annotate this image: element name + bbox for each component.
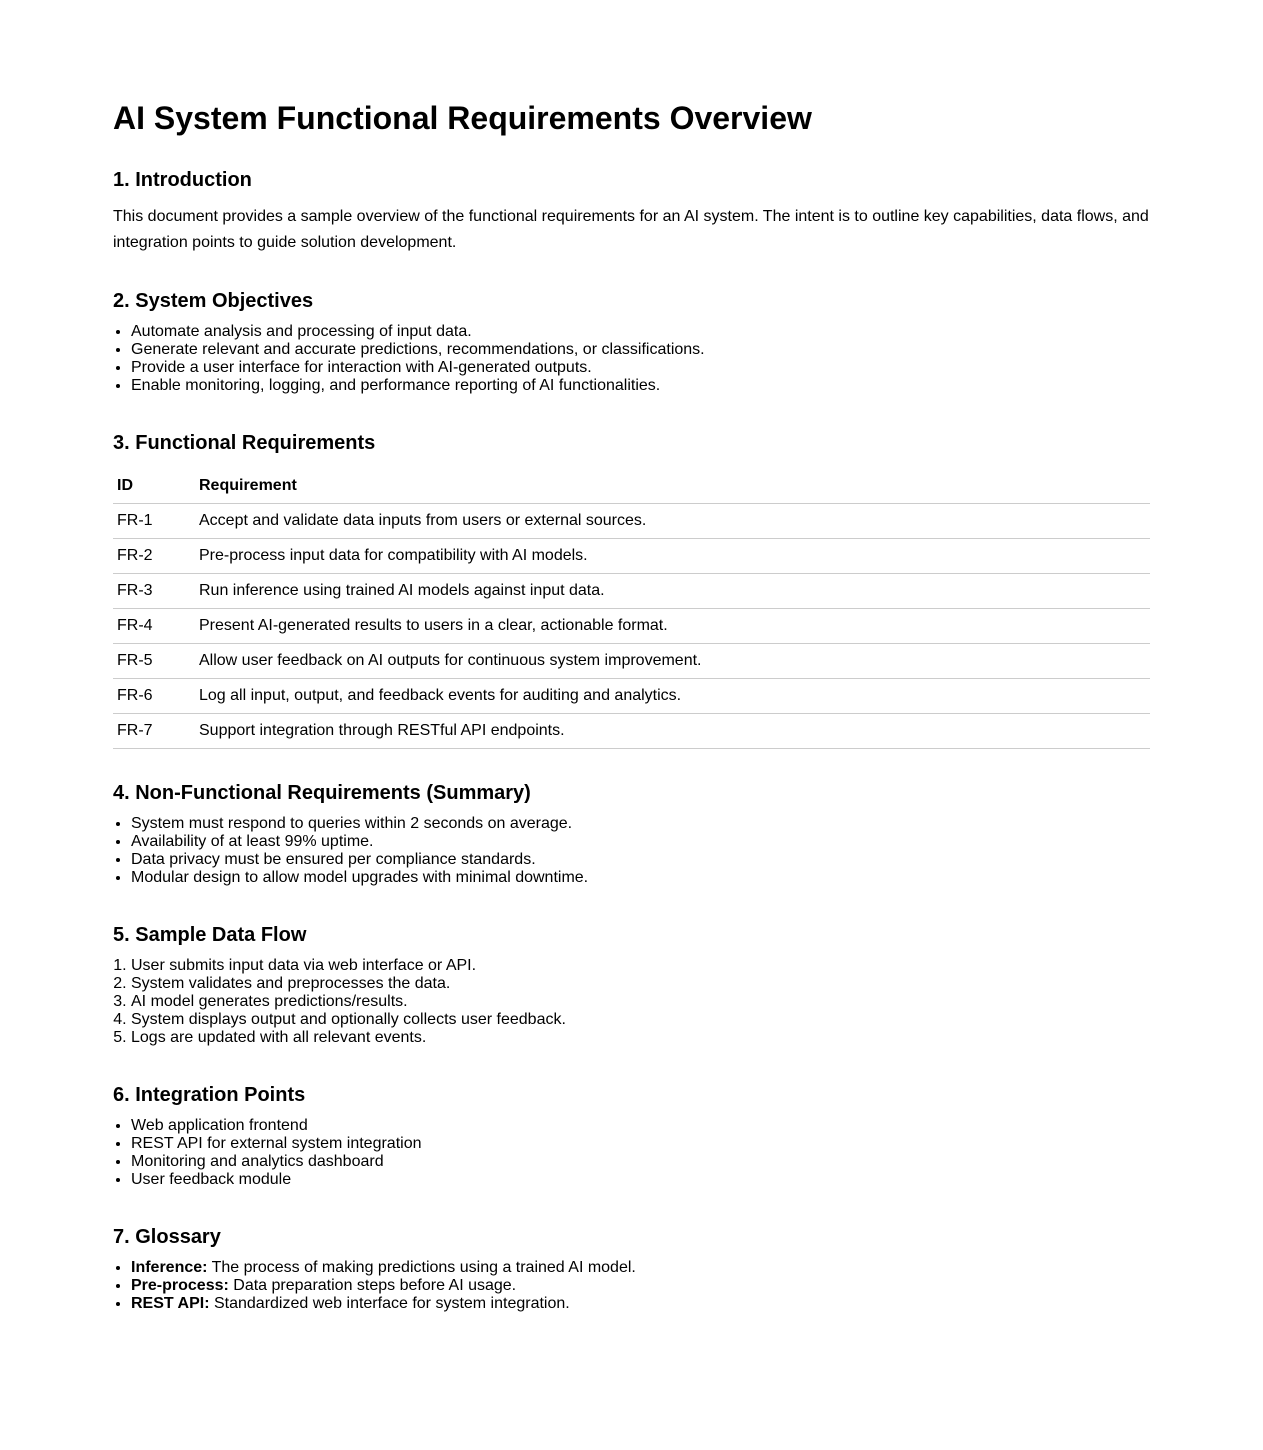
list-item: • Generate relevant and accurate predictions, recommendations, or classifications. [131,341,1150,359]
section-introduction [113,168,1150,256]
integration-list [113,1117,1150,1189]
list-item: 4. System displays output and optionally collects user feedback. [131,1011,1150,1029]
list-item: • REST API for external system integration [131,1135,1150,1153]
section-functional-requirements [113,431,1150,749]
section-heading: 3. Functional Requirements [113,432,376,454]
requirements-table [113,469,1150,749]
req-text: Accept and validate data inputs from users or external sources. [195,504,1150,539]
glossary-term: REST API: [131,1295,210,1312]
table-row [113,644,1150,679]
column-header-id: ID [113,469,195,504]
glossary-term: Pre-process: [131,1277,229,1294]
req-text: Run inference using trained AI models against input data. [195,574,1150,609]
section-heading: 5. Sample Data Flow [113,924,307,946]
req-text: Log all input, output, and feedback events for auditing and analytics. [195,679,1150,714]
glossary-list [113,1259,1150,1313]
list-item: • Web application frontend [131,1117,1150,1135]
list-item: • Automate analysis and processing of input data. [131,323,1150,341]
section-glossary [113,1225,1150,1313]
column-header-requirement: Requirement [195,469,1150,504]
section-data-flow [113,923,1150,1047]
section-heading: 6. Integration Points [113,1084,306,1106]
list-item: • Modular design to allow model upgrades with minimal downtime. [131,869,1150,887]
list-item: • Availability of at least 99% uptime. [131,833,1150,851]
table-row [113,609,1150,644]
req-text: Support integration through RESTful API endpoints. [195,714,1150,749]
section-nonfunctional [113,781,1150,887]
table-row [113,504,1150,539]
section-heading: 4. Non-Functional Requirements (Summary) [113,782,531,804]
objectives-list [113,323,1150,395]
req-text: Present AI-generated results to users in a clear, actionable format. [195,609,1150,644]
section-heading: 1. Introduction [113,169,252,191]
glossary-definition: The process of making predictions using a trained AI model. [207,1259,636,1276]
req-text: Allow user feedback on AI outputs for continuous system improvement. [195,644,1150,679]
glossary-definition: Standardized web interface for system integration. [209,1295,570,1312]
list-item: • System must respond to queries within 2 seconds on average. [131,815,1150,833]
list-item: 5. Logs are updated with all relevant events. [131,1029,1150,1047]
req-id: FR-3 [113,574,195,609]
glossary-item [131,1259,1150,1277]
req-id: FR-6 [113,679,195,714]
table-row [113,574,1150,609]
list-item: 2. System validates and preprocesses the data. [131,975,1150,993]
glossary-term: Inference: [131,1259,208,1276]
section-objectives [113,289,1150,395]
req-id: FR-2 [113,539,195,574]
list-item: • Monitoring and analytics dashboard [131,1153,1150,1171]
section-heading: 2. System Objectives [113,290,314,312]
table-row [113,539,1150,574]
list-item: 3. AI model generates predictions/results. [131,993,1150,1011]
req-id: FR-5 [113,644,195,679]
req-id: FR-4 [113,609,195,644]
section-integration-points [113,1083,1150,1189]
nonfunctional-list [113,815,1150,887]
table-header-row [113,469,1150,504]
glossary-item [131,1277,1150,1295]
page-title: AI System Functional Requirements Overview [113,100,812,136]
intro-paragraph: This document provides a sample overview of the functional requirements for an AI system. The intent is to outline key capabilities, data flows, and integration points to guide solution development. [113,208,1149,251]
table-row [113,679,1150,714]
section-heading: 7. Glossary [113,1226,221,1248]
list-item: • Data privacy must be ensured per compliance standards. [131,851,1150,869]
req-text: Pre-process input data for compatibility with AI models. [195,539,1150,574]
list-item: • Enable monitoring, logging, and performance reporting of AI functionalities. [131,377,1150,395]
glossary-item [131,1295,1150,1313]
list-item: • Provide a user interface for interaction with AI-generated outputs. [131,359,1150,377]
glossary-definition: Data preparation steps before AI usage. [228,1277,517,1294]
list-item: • User feedback module [131,1171,1150,1189]
table-row [113,714,1150,749]
data-flow-list [113,957,1150,1047]
req-id: FR-7 [113,714,195,749]
list-item: 1. User submits input data via web interface or API. [131,957,1150,975]
document-page [113,0,1150,1312]
req-id: FR-1 [113,504,195,539]
